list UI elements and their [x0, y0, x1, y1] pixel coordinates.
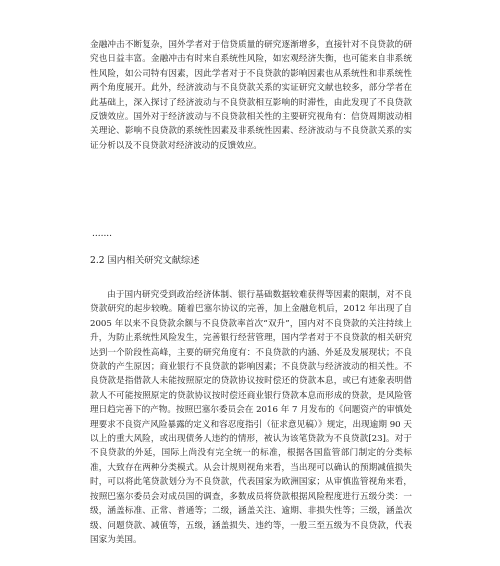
paragraph-domestic-text: 由于国内研究受到政治经济体制、银行基础数据较难获得等因素的限制，对不良贷款研究的起步较晚。随着巴塞尔协议的完善，加上金融危机后，2012 年出现了自 2005 年以来不良贷款余额与不良贷款率首次“双升”，国内对不良贷款的关注持续上升，为防止系统性风险发生，完善银行经营管理，国内学者对于不良贷款的相关研究达到一个阶段性高峰，主要的研究角度有：不良贷款的内涵、外延及发展现状；不良贷款的产生原因；商业银行不良贷款的影响因素；不良贷款与经济波动的相关性。不良贷款是指借款人未能按照原定的贷款协议按时偿还的贷款本息，或已有迹象表明借款人不可能按照原定的贷款协议按时偿还商业银行贷款本息而形成的贷款，是风险管理日趋完善下的产物。按照巴塞尔委员会在 2016 年 7 月发布的《问题资产的审慎处理要求不良资产风险暴露的定义和容忍度指引（征求意见稿）》规定，出现逾期 90 天以上的重大风险，或出现债务人违约的情形，被认为该笔贷款为不良贷款[23]。对于不良贷款的外延，国际上尚没有完全统一的标准，根据各国监管部门制定的分类标准，大致存在两种分类模式。从会计规则视角来看，当出现可以确认的预期减值损失时，可以将此笔贷款划分为不良贷款，代表国家为欧洲国家；从审慎监管视角来看，按照巴塞尔委员会对成员国的调查，多数成员将贷款根据风险程度进行五级分类：一级，涵盖标准、正常、普通等；二级，涵盖关注、逾期、非损失性等；三级，涵盖次级、问题贷款、减值等，五级，涵盖损失、违约等，一般三至五级为不良贷款，代表国家为美国。 [90, 290, 412, 545]
section-heading: 2.2 国内相关研究文献综述 [90, 255, 200, 266]
paragraph-domestic-research [90, 288, 412, 547]
paragraph-foreign-research: 金融冲击不断复杂，国外学者对于信贷质量的研究逐渐增多，直接针对不良贷款的研究也日益丰富。金融冲击有时来自系统性风险，如宏观经济失衡，也可能来自非系统性风险，如公司特有因素，因此学者对于不良贷款的影响因素也从系统性和非系统性两个角度展开。此外，经济波动与不良贷款关系的实证研究文献也较多，部分学者在此基础上，深入探讨了经济波动与不良贷款相互影响的时滞性，由此发现了不良贷款反馈效应。国外对于经济波动与不良贷款相关性的主要研究视角有：信贷周期波动相关理论、影响不良贷款的系统性因素及非系统性因素、经济波动与不良贷款关系的实证分析以及不良贷款对经济波动的反馈效应。 [90, 40, 412, 151]
ellipsis: ....... [92, 229, 113, 239]
